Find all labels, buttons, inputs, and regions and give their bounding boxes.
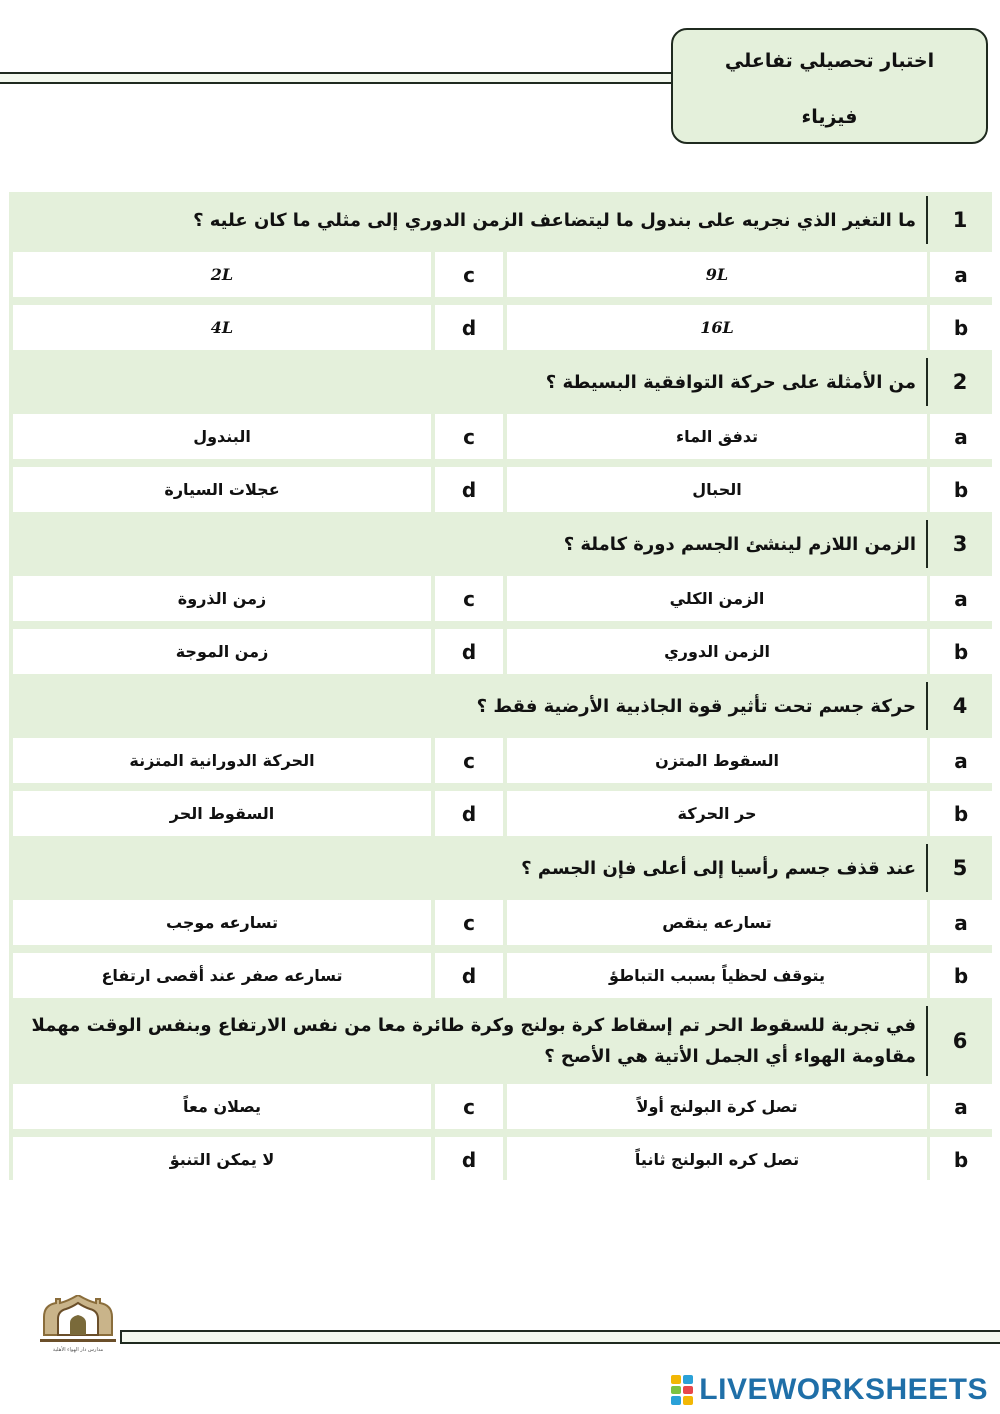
option-letter: c: [435, 414, 503, 459]
logo-caption: مدارس دار الهواء الأهلية: [52, 1347, 104, 1353]
question-divider: [926, 682, 928, 730]
option-choice-d[interactable]: زمن الموجة: [13, 629, 431, 674]
option-row: [9, 572, 992, 625]
option-letter: d: [435, 629, 503, 674]
option-row: [9, 1133, 992, 1186]
option-letter: c: [435, 738, 503, 783]
question-row: [9, 192, 992, 248]
footer-rule: [120, 1330, 1000, 1344]
option-row: [9, 949, 992, 1002]
question-row: [9, 678, 992, 734]
option-row: [9, 787, 992, 840]
option-letter: a: [930, 414, 992, 459]
question-number: 6: [952, 1029, 968, 1053]
option-choice-a[interactable]: تسارعه ينقص: [507, 900, 927, 945]
question-text: الزمن اللازم لينشئ الجسم دورة كاملة ؟: [563, 533, 916, 555]
option-choice-b[interactable]: تصل كره البولنج ثانياً: [507, 1137, 927, 1182]
option-row: [9, 734, 992, 787]
school-logo-icon: [36, 1295, 120, 1359]
option-choice-c[interactable]: الحركة الدورانية المتزنة: [13, 738, 431, 783]
option-choice-d[interactable]: 4L: [13, 305, 431, 350]
question-row: [9, 516, 992, 572]
option-choice-c[interactable]: زمن الذروة: [13, 576, 431, 621]
option-choice-a[interactable]: 9L: [507, 252, 927, 297]
question-divider: [926, 520, 928, 568]
option-choice-c[interactable]: البندول: [13, 414, 431, 459]
option-letter: a: [930, 252, 992, 297]
question-number: 1: [952, 208, 968, 232]
option-letter: a: [930, 738, 992, 783]
option-choice-a[interactable]: السقوط المتزن: [507, 738, 927, 783]
question-row: [9, 1002, 992, 1080]
question-text: من الأمثلة على حركة التوافقية البسيطة ؟: [545, 371, 916, 393]
option-row: [9, 410, 992, 463]
option-choice-c[interactable]: تسارعه موجب: [13, 900, 431, 945]
option-letter: c: [435, 576, 503, 621]
option-choice-b[interactable]: 16L: [507, 305, 927, 350]
option-letter: c: [435, 252, 503, 297]
option-choice-b[interactable]: الحبال: [507, 467, 927, 512]
question-number: 4: [952, 694, 968, 718]
option-letter: c: [435, 900, 503, 945]
question-text: في تجربة للسقوط الحر تم إسقاط كرة بولنج وكرة طائرة معا من نفس الارتفاع وبنفس الوقت مهملا مقاومة الهواء أي الجمل الأتية هي الأصح ؟: [31, 1015, 916, 1067]
header-rule: [0, 72, 672, 84]
option-letter: d: [435, 467, 503, 512]
option-choice-b[interactable]: الزمن الدوري: [507, 629, 927, 674]
option-row: [9, 1080, 992, 1133]
option-letter: b: [930, 629, 992, 674]
option-choice-c[interactable]: 2L: [13, 252, 431, 297]
question-divider: [926, 358, 928, 406]
page-title: اختبار تحصيلي تفاعلي: [724, 50, 935, 72]
question-number: 3: [952, 532, 968, 556]
question-text: عند قذف جسم رأسيا إلى أعلى فإن الجسم ؟: [521, 857, 916, 879]
question-divider: [926, 196, 928, 244]
subject-title: فيزياء: [801, 106, 858, 128]
option-letter: a: [930, 1084, 992, 1129]
title-box: [671, 28, 988, 144]
question-divider: [926, 844, 928, 892]
option-choice-d[interactable]: لا يمكن التنبؤ: [13, 1137, 431, 1182]
question-text: ما التغير الذي نجريه على بندول ما ليتضاعف الزمن الدوري إلى مثلي ما كان عليه ؟: [193, 209, 916, 231]
option-choice-a[interactable]: تدفق الماء: [507, 414, 927, 459]
option-choice-b[interactable]: حر الحركة: [507, 791, 927, 836]
option-row: [9, 301, 992, 354]
question-row: [9, 354, 992, 410]
option-choice-c[interactable]: يصلان معاً: [13, 1084, 431, 1129]
option-row: [9, 625, 992, 678]
question-row: [9, 840, 992, 896]
question-number: 5: [952, 856, 968, 880]
question-number: 2: [952, 370, 968, 394]
option-row: [9, 896, 992, 949]
option-letter: b: [930, 791, 992, 836]
option-letter: d: [435, 1137, 503, 1182]
option-row: [9, 248, 992, 301]
question-table: [9, 192, 992, 1180]
option-choice-d[interactable]: عجلات السيارة: [13, 467, 431, 512]
liveworksheets-brand[interactable]: [671, 1372, 988, 1408]
option-row: [9, 463, 992, 516]
option-choice-a[interactable]: تصل كرة البولنج أولاً: [507, 1084, 927, 1129]
liveworksheets-icon: [671, 1375, 693, 1405]
option-choice-a[interactable]: الزمن الكلي: [507, 576, 927, 621]
option-letter: b: [930, 1137, 992, 1182]
option-choice-d[interactable]: تسارعه صفر عند أقصى ارتفاع: [13, 953, 431, 998]
option-choice-d[interactable]: السقوط الحر: [13, 791, 431, 836]
option-letter: a: [930, 900, 992, 945]
option-letter: b: [930, 467, 992, 512]
option-letter: d: [435, 305, 503, 350]
question-text: حركة جسم تحت تأثير قوة الجاذبية الأرضية فقط ؟: [476, 695, 916, 717]
liveworksheets-logo-text: LIVEWORKSHEETS: [699, 1373, 988, 1406]
option-letter: a: [930, 576, 992, 621]
option-letter: b: [930, 305, 992, 350]
question-divider: [926, 1006, 928, 1076]
option-letter: d: [435, 953, 503, 998]
option-letter: c: [435, 1084, 503, 1129]
option-letter: b: [930, 953, 992, 998]
option-letter: d: [435, 791, 503, 836]
option-choice-b[interactable]: يتوقف لحظياً بسبب التباطؤ: [507, 953, 927, 998]
